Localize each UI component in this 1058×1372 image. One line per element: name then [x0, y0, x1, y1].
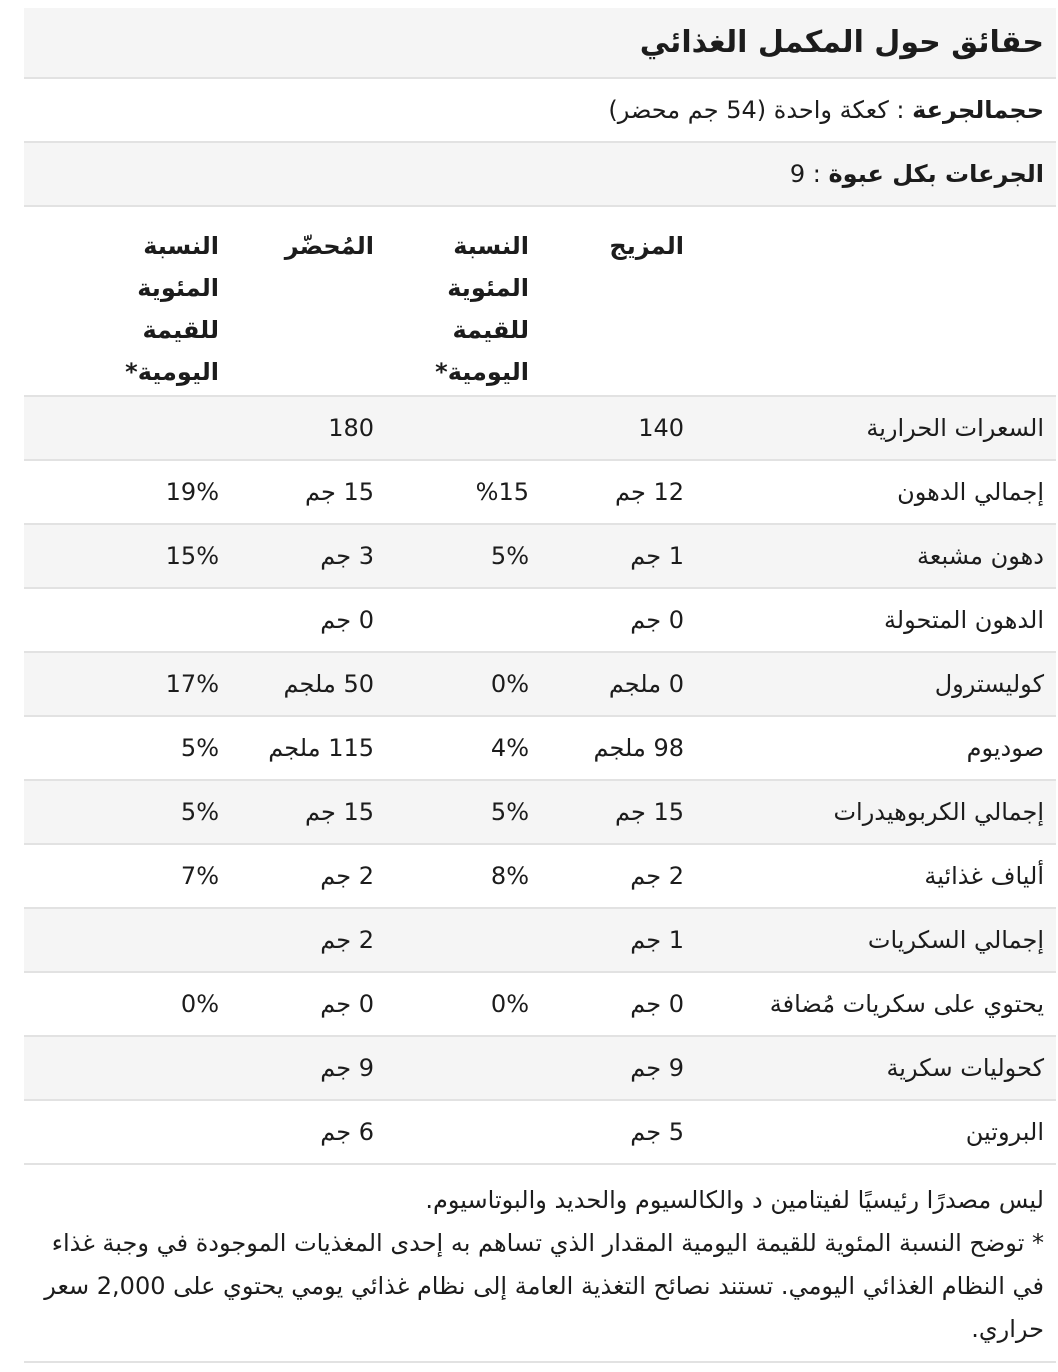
nutrient-name: إجمالي الدهون	[897, 478, 1044, 506]
nutrient-name: صوديوم	[966, 734, 1044, 762]
prepared-daily-value: 17%	[165, 670, 219, 698]
header-mix-dv: النسبة المئوية للقيمة اليومية*	[435, 232, 529, 386]
prepared-amount: 15 جم	[305, 478, 374, 506]
mix-daily-value: 8%	[490, 862, 529, 890]
prepared-amount: 180	[328, 414, 374, 442]
nutrient-row	[24, 461, 1056, 525]
mix-amount: 12 جم	[615, 478, 684, 506]
prepared-amount: 2 جم	[320, 926, 374, 954]
mix-daily-value: %15	[475, 478, 529, 506]
nutrient-row	[24, 781, 1056, 845]
prepared-amount: 50 ملجم	[283, 670, 374, 698]
serving-size-separator: :	[888, 96, 913, 124]
mix-amount: 1 جم	[630, 542, 684, 570]
mix-daily-value: 0%	[490, 990, 529, 1018]
mix-amount: 2 جم	[630, 862, 684, 890]
header-prepared: المُحضّر	[284, 232, 374, 260]
nutrient-name: كوليسترول	[934, 670, 1044, 698]
serving-size-value: كعكة واحدة (54 جم محضر)	[608, 96, 889, 124]
mix-amount: 98 ملجم	[593, 734, 684, 762]
nutrient-name: البروتين	[965, 1118, 1044, 1146]
nutrient-name: السعرات الحرارية	[866, 414, 1044, 442]
prepared-amount: 0 جم	[320, 606, 374, 634]
prepared-daily-value: 0%	[180, 990, 219, 1018]
prepared-daily-value: 15%	[165, 542, 219, 570]
nutrient-row	[24, 397, 1056, 461]
prepared-daily-value: 5%	[180, 734, 219, 762]
prepared-amount: 115 ملجم	[268, 734, 374, 762]
nutrient-name: دهون مشبعة	[917, 542, 1044, 570]
servings-per-container-label: الجرعات بكل عبوة	[828, 160, 1044, 188]
mix-amount: 0 ملجم	[608, 670, 684, 698]
nutrient-name: إجمالي السكريات	[867, 926, 1044, 954]
facts-title-row	[24, 8, 1056, 79]
mix-daily-value: 4%	[490, 734, 529, 762]
footnote	[24, 1165, 1056, 1363]
footnote-daily-value: * توضح النسبة المئوية للقيمة اليومية المقدار الذي تساهم به إحدى المغذيات الموجودة في وجبة غذاء في النظام الغذائي اليومي. تستند نصائح التغذية العامة إلى نظام غذائي يومي يحتوي على 2,000 سعر حراري.	[44, 1229, 1044, 1343]
nutrient-name: الدهون المتحولة	[883, 606, 1044, 634]
supplement-facts-panel	[24, 8, 1056, 1363]
prepared-daily-value: 7%	[180, 862, 219, 890]
nutrient-row	[24, 653, 1056, 717]
nutrient-row	[24, 525, 1056, 589]
nutrient-rows	[24, 397, 1056, 1165]
header-prepared-dv: النسبة المئوية للقيمة اليومية*	[125, 232, 219, 386]
nutrient-name: كحوليات سكرية	[886, 1054, 1044, 1082]
nutrient-name: إجمالي الكربوهيدرات	[833, 798, 1044, 826]
table-header-row	[24, 207, 1056, 397]
prepared-amount: 2 جم	[320, 862, 374, 890]
prepared-amount: 9 جم	[320, 1054, 374, 1082]
mix-daily-value: 0%	[490, 670, 529, 698]
mix-amount: 1 جم	[630, 926, 684, 954]
prepared-amount: 15 جم	[305, 798, 374, 826]
mix-amount: 140	[638, 414, 684, 442]
nutrient-row	[24, 717, 1056, 781]
prepared-amount: 6 جم	[320, 1118, 374, 1146]
nutrient-row	[24, 1101, 1056, 1165]
nutrient-row	[24, 973, 1056, 1037]
prepared-amount: 3 جم	[320, 542, 374, 570]
nutrient-name: ألياف غذائية	[924, 862, 1044, 890]
mix-amount: 0 جم	[630, 990, 684, 1018]
mix-amount: 5 جم	[630, 1118, 684, 1146]
prepared-amount: 0 جم	[320, 990, 374, 1018]
prepared-daily-value: 5%	[180, 798, 219, 826]
nutrient-row	[24, 909, 1056, 973]
servings-per-container-row	[24, 143, 1056, 207]
serving-size-label: حجمالجرعة	[912, 96, 1044, 124]
mix-daily-value: 5%	[490, 542, 529, 570]
facts-title: حقائق حول المكمل الغذائي	[639, 25, 1044, 60]
serving-size-row	[24, 79, 1056, 143]
mix-amount: 9 جم	[630, 1054, 684, 1082]
footnote-not-significant: ليس مصدرًا رئيسيًا لفيتامين د والكالسيوم والحديد والبوتاسيوم.	[425, 1186, 1044, 1214]
nutrient-name: يحتوي على سكريات مُضافة	[769, 990, 1044, 1018]
nutrient-row	[24, 589, 1056, 653]
header-mix: المزيج	[609, 232, 684, 260]
mix-daily-value: 5%	[490, 798, 529, 826]
mix-amount: 15 جم	[615, 798, 684, 826]
prepared-daily-value: 19%	[165, 478, 219, 506]
nutrient-row	[24, 1037, 1056, 1101]
mix-amount: 0 جم	[630, 606, 684, 634]
servings-per-container-value: 9	[789, 160, 806, 188]
nutrient-row	[24, 845, 1056, 909]
servings-per-container-separator: :	[805, 160, 829, 188]
